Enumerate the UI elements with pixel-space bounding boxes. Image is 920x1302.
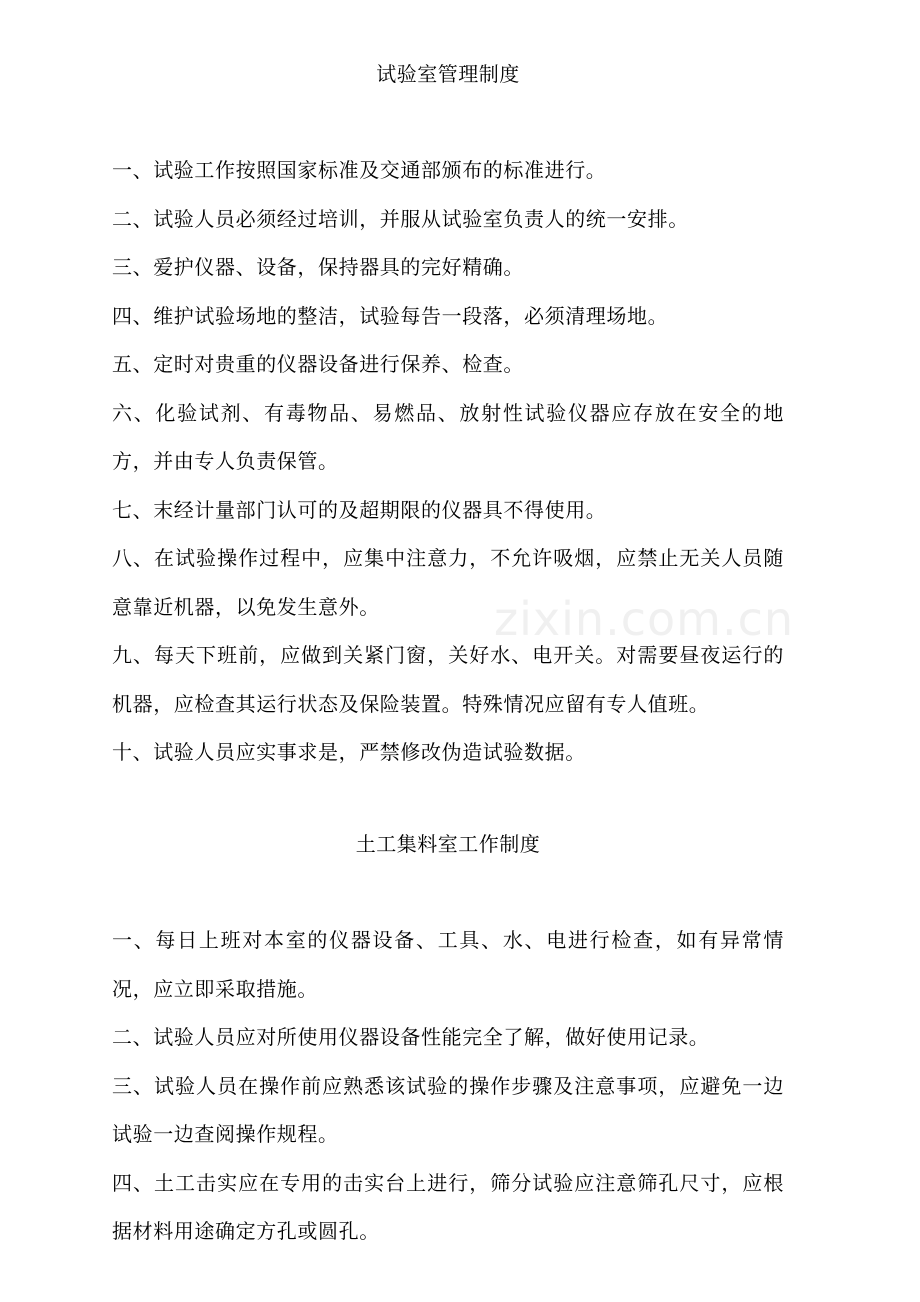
clause-1: 一、每日上班对本室的仪器设备、工具、水、电进行检查，如有异常情况，应立即采取措施。 [112,928,784,1001]
clause-list [112,916,784,1256]
clause-2: 二、试验人员应对所使用仪器设备性能完全了解，做好使用记录。 [112,1025,710,1049]
clause-1: 一、试验工作按照国家标准及交通部颁布的标准进行。 [112,158,607,182]
clause-9: 九、每天下班前，应做到关紧门窗，关好水、电开关。对需要昼夜运行的机器，应检查其运行状态及保险装置。特殊情况应留有专人值班。 [112,643,784,716]
section-title: 试验室管理制度 [376,62,520,86]
clause-5: 五、定时对贵重的仪器设备进行保养、检查。 [112,352,524,376]
clause-10: 十、试验人员应实事求是，严禁修改伪造试验数据。 [112,740,586,764]
clause-7: 七、末经计量部门认可的及超期限的仪器具不得使用。 [112,497,607,522]
section-soil-aggregate-room [112,826,784,1256]
clause-4: 四、土工击实应在专用的击实台上进行，筛分试验应注意筛孔尺寸，应根据材料用途确定方孔或圆孔。 [112,1170,784,1243]
clause-list [112,146,784,777]
clause-3: 三、试验人员在操作前应熟悉该试验的操作步骤及注意事项，应避免一边试验一边查阅操作规程。 [112,1073,784,1146]
clause-4: 四、维护试验场地的整洁，试验每告一段落，必须清理场地。 [112,303,669,328]
clause-6: 六、化验试剂、有毒物品、易燃品、放射性试验仪器应存放在安全的地方，并由专人负责保管。 [112,400,784,473]
watermark: zixin.com.cn [494,592,795,646]
section-lab-management [112,56,784,777]
clause-8: 八、在试验操作过程中，应集中注意力，不允许吸烟，应禁止无关人员随意靠近机器，以免发生意外。 [112,546,784,619]
section-title: 土工集料室工作制度 [355,832,541,856]
clause-3: 三、爱护仪器、设备，保持器具的完好精确。 [112,255,524,279]
clause-2: 二、试验人员必须经过培训，并服从试验室负责人的统一安排。 [112,206,689,231]
